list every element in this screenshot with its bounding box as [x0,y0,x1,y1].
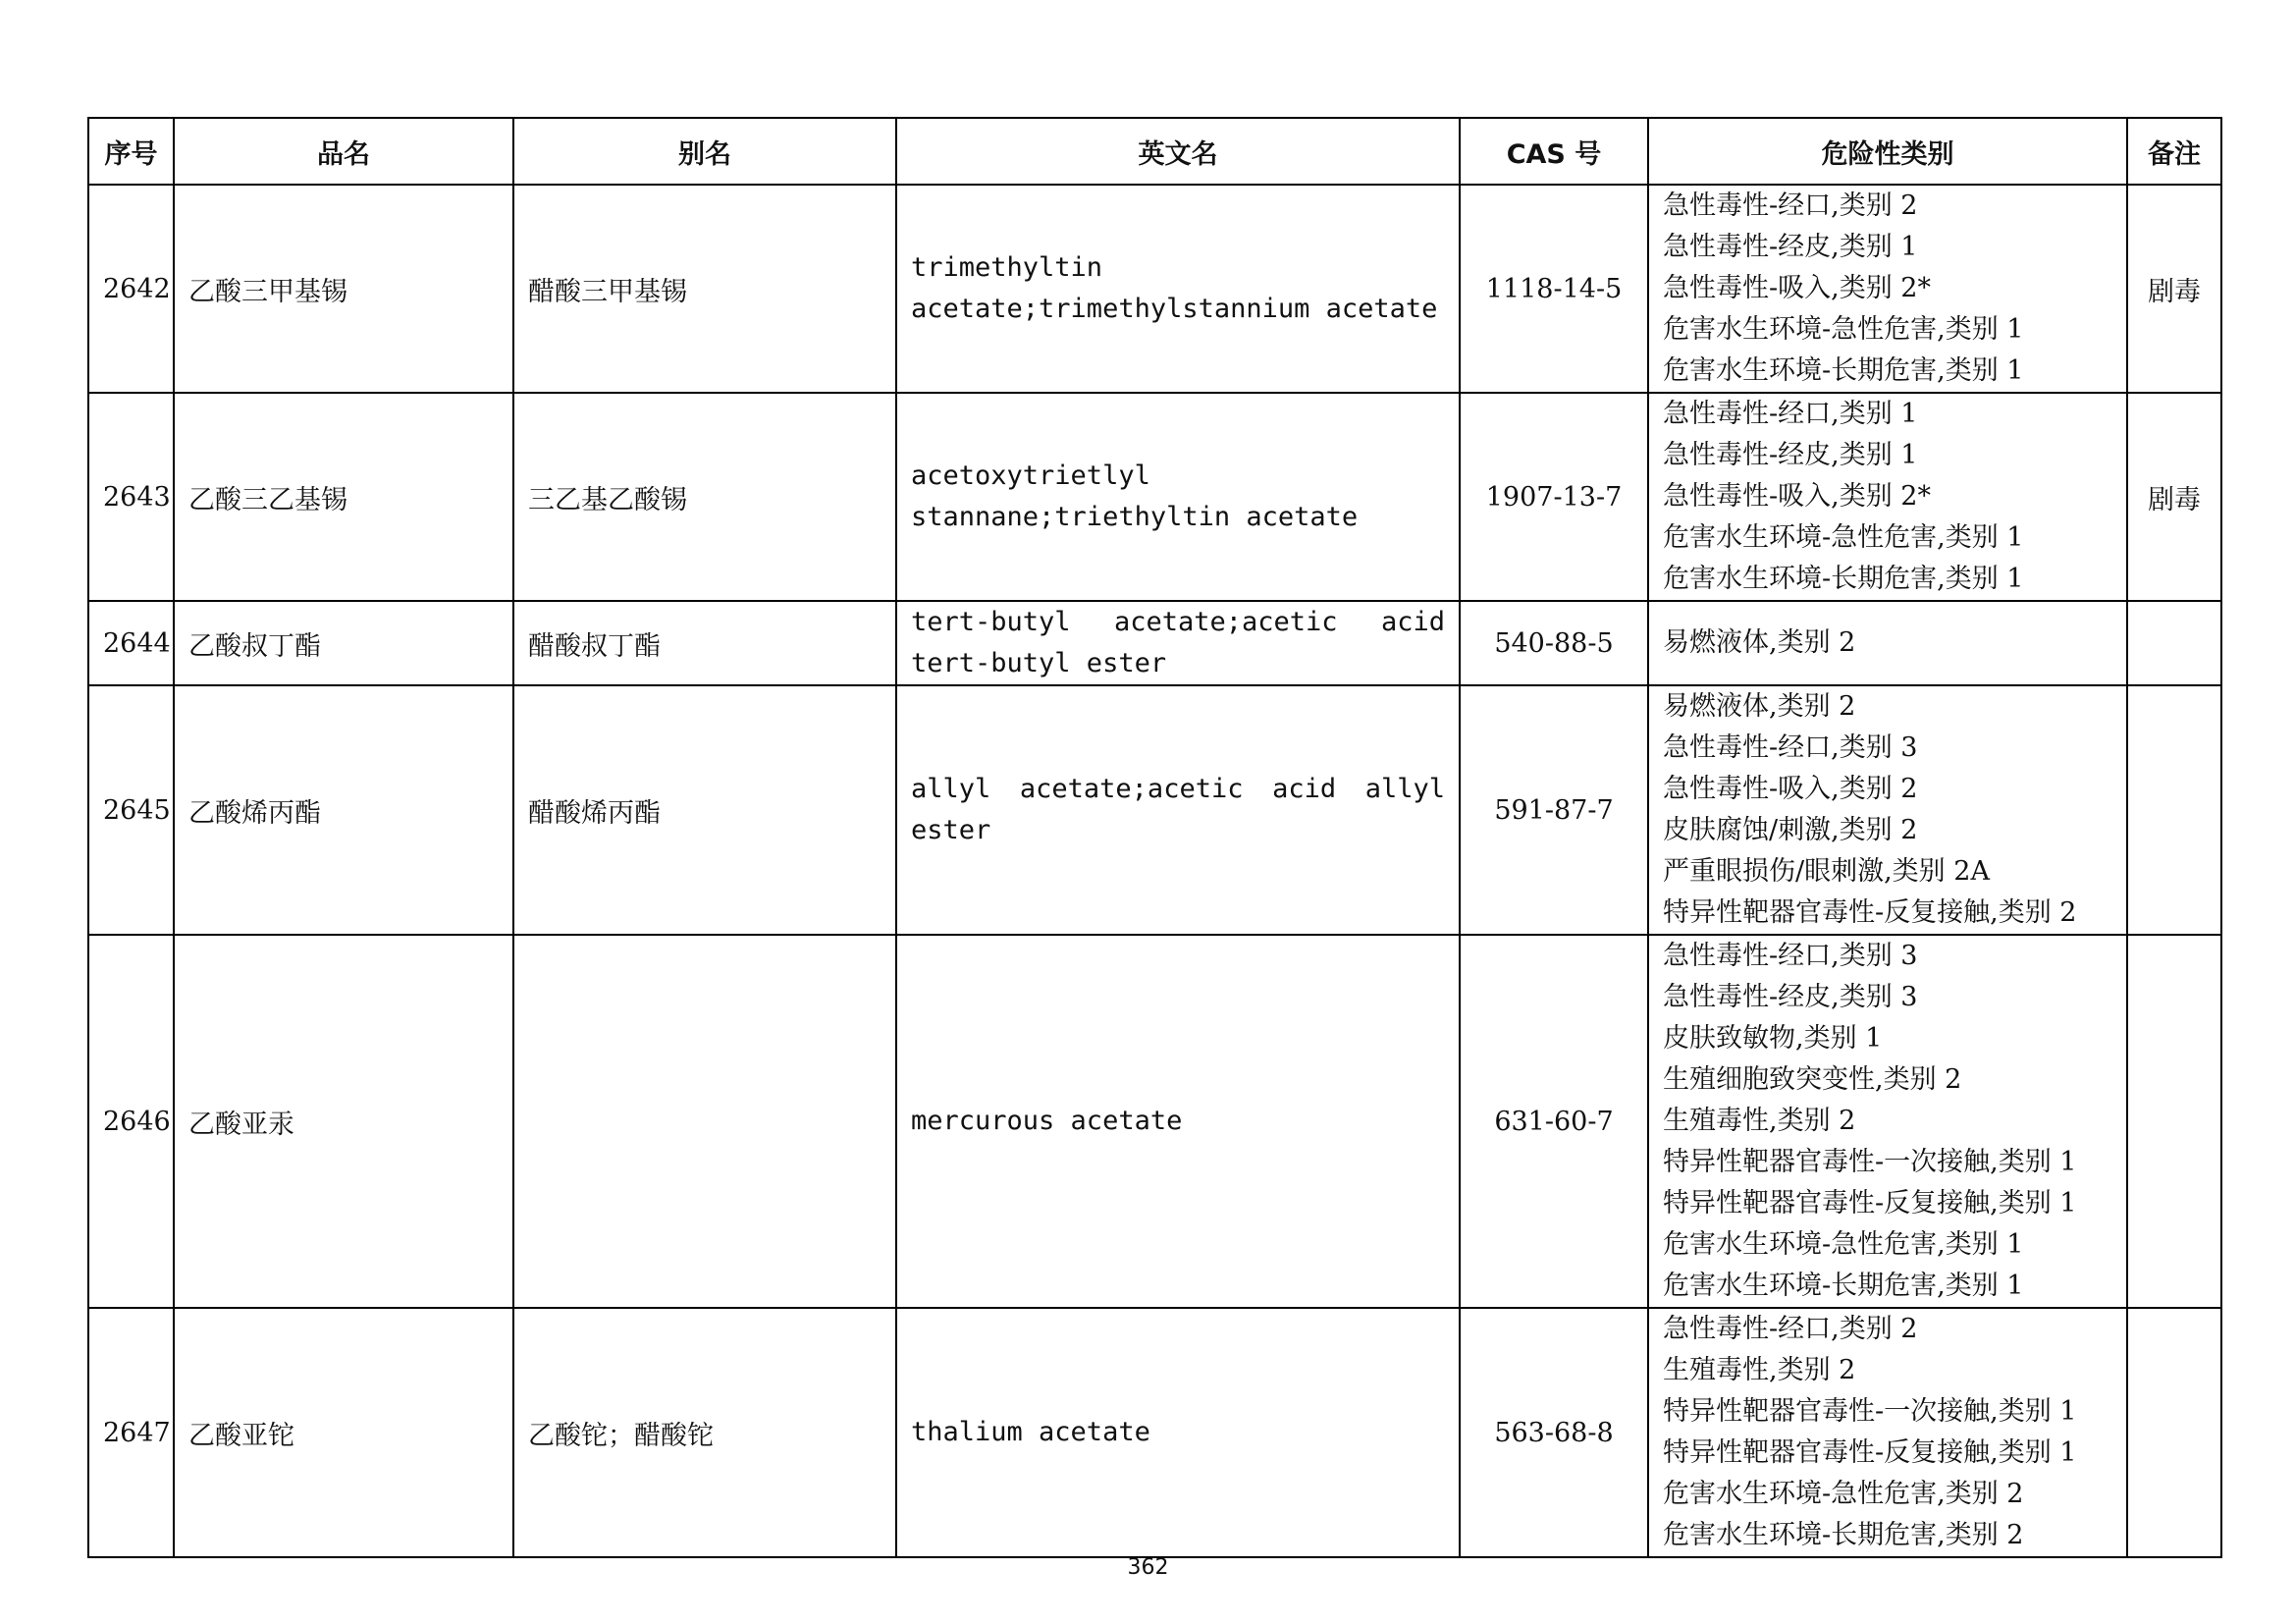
hazard-item: 生殖细胞致突变性,类别 2 [1663,1064,1962,1095]
hazard-item: 生殖毒性,类别 2 [1663,1355,1856,1385]
table-row [88,1308,2221,1557]
hazard-item: 急性毒性-经皮,类别 3 [1663,982,1918,1012]
hazard-item: 皮肤腐蚀/刺激,类别 2 [1663,815,1918,845]
cell-hazard [1648,393,2127,601]
hazard-item: 危害水生环境-长期危害,类别 1 [1663,1271,2024,1301]
hazard-item: 急性毒性-吸入,类别 2 [1663,774,1918,804]
cell-name: 乙酸三乙基锡 [174,393,513,601]
header-name: 品名 [174,118,513,185]
cell-name: 乙酸叔丁酯 [174,601,513,685]
cell-cas: 591-87-7 [1460,685,1648,935]
cell-hazard [1648,601,2127,685]
cell-no: 2645 [88,685,174,935]
table-row [88,685,2221,935]
cell-alias: 醋酸烯丙酯 [513,685,896,935]
cell-name: 乙酸烯丙酯 [174,685,513,935]
cell-cas: 540-88-5 [1460,601,1648,685]
cell-alias: 乙酸铊；醋酸铊 [513,1308,896,1557]
page-number: 362 [1127,1555,1169,1580]
hazard-item: 特异性靶器官毒性-反复接触,类别 1 [1663,1437,2077,1468]
hazard-item: 易燃液体,类别 2 [1663,627,1856,658]
cell-hazard [1648,935,2127,1308]
cell-english: mercurous acetate [896,935,1460,1308]
cell-note [2127,685,2221,935]
hazard-item: 急性毒性-经口,类别 2 [1663,1314,1918,1344]
cell-hazard [1648,185,2127,393]
table-row [88,393,2221,601]
header-no: 序号 [88,118,174,185]
cell-no: 2644 [88,601,174,685]
table-row [88,935,2221,1308]
header-alias: 别名 [513,118,896,185]
hazard-item: 急性毒性-吸入,类别 2* [1663,273,1931,303]
cell-english: acetoxytrietlyl stannane;triethyltin acetate [896,393,1460,601]
header-english: 英文名 [896,118,1460,185]
cell-no: 2642 [88,185,174,393]
hazard-item: 危害水生环境-长期危害,类别 2 [1663,1520,2024,1550]
hazard-item: 特异性靶器官毒性-一次接触,类别 1 [1663,1396,2077,1427]
hazard-item: 危害水生环境-长期危害,类别 1 [1663,355,2024,386]
hazard-item: 皮肤致敏物,类别 1 [1663,1023,1883,1054]
cell-note: 剧毒 [2127,393,2221,601]
cell-name: 乙酸亚铊 [174,1308,513,1557]
hazard-item: 危害水生环境-急性危害,类别 1 [1663,314,2024,345]
cell-alias [513,935,896,1308]
hazardous-chemicals-table [87,117,2222,1558]
cell-note [2127,601,2221,685]
cell-no: 2646 [88,935,174,1308]
table-header-row [88,118,2221,185]
cell-english: allyl acetate;acetic acid allyl ester [896,685,1460,935]
hazard-item: 急性毒性-经皮,类别 1 [1663,232,1918,262]
hazard-item: 急性毒性-经口,类别 1 [1663,399,1918,429]
cell-alias: 醋酸叔丁酯 [513,601,896,685]
hazard-item: 严重眼损伤/眼刺激,类别 2A [1663,856,1990,887]
hazard-item: 急性毒性-经口,类别 3 [1663,732,1918,763]
cell-english: thalium acetate [896,1308,1460,1557]
header-note: 备注 [2127,118,2221,185]
hazard-item: 特异性靶器官毒性-反复接触,类别 1 [1663,1188,2077,1218]
header-hazard: 危险性类别 [1648,118,2127,185]
cell-note [2127,1308,2221,1557]
hazard-item: 危害水生环境-急性危害,类别 1 [1663,1229,2024,1260]
cell-english: tert-butyl acetate;acetic acid tert-butyl ester [896,601,1460,685]
hazard-item: 危害水生环境-长期危害,类别 1 [1663,564,2024,594]
table-row [88,185,2221,393]
cell-cas: 1118-14-5 [1460,185,1648,393]
cell-alias: 三乙基乙酸锡 [513,393,896,601]
cell-name: 乙酸三甲基锡 [174,185,513,393]
hazard-item: 危害水生环境-急性危害,类别 1 [1663,522,2024,553]
header-cas: CAS 号 [1460,118,1648,185]
cell-cas: 631-60-7 [1460,935,1648,1308]
cell-no: 2647 [88,1308,174,1557]
cell-name: 乙酸亚汞 [174,935,513,1308]
hazard-item: 急性毒性-经口,类别 3 [1663,941,1918,971]
hazard-item: 生殖毒性,类别 2 [1663,1106,1856,1136]
cell-cas: 1907-13-7 [1460,393,1648,601]
cell-hazard [1648,1308,2127,1557]
hazard-item: 特异性靶器官毒性-反复接触,类别 2 [1663,897,2077,928]
cell-no: 2643 [88,393,174,601]
hazard-item: 急性毒性-经口,类别 2 [1663,190,1918,221]
table-row [88,601,2221,685]
cell-cas: 563-68-8 [1460,1308,1648,1557]
hazard-item: 急性毒性-经皮,类别 1 [1663,440,1918,470]
cell-note [2127,935,2221,1308]
cell-english: trimethyltin acetate;trimethylstannium acetate [896,185,1460,393]
hazard-item: 急性毒性-吸入,类别 2* [1663,481,1931,512]
hazard-item: 特异性靶器官毒性-一次接触,类别 1 [1663,1147,2077,1177]
cell-hazard [1648,685,2127,935]
hazard-item: 易燃液体,类别 2 [1663,691,1856,722]
cell-note: 剧毒 [2127,185,2221,393]
hazard-item: 危害水生环境-急性危害,类别 2 [1663,1479,2024,1509]
cell-alias: 醋酸三甲基锡 [513,185,896,393]
